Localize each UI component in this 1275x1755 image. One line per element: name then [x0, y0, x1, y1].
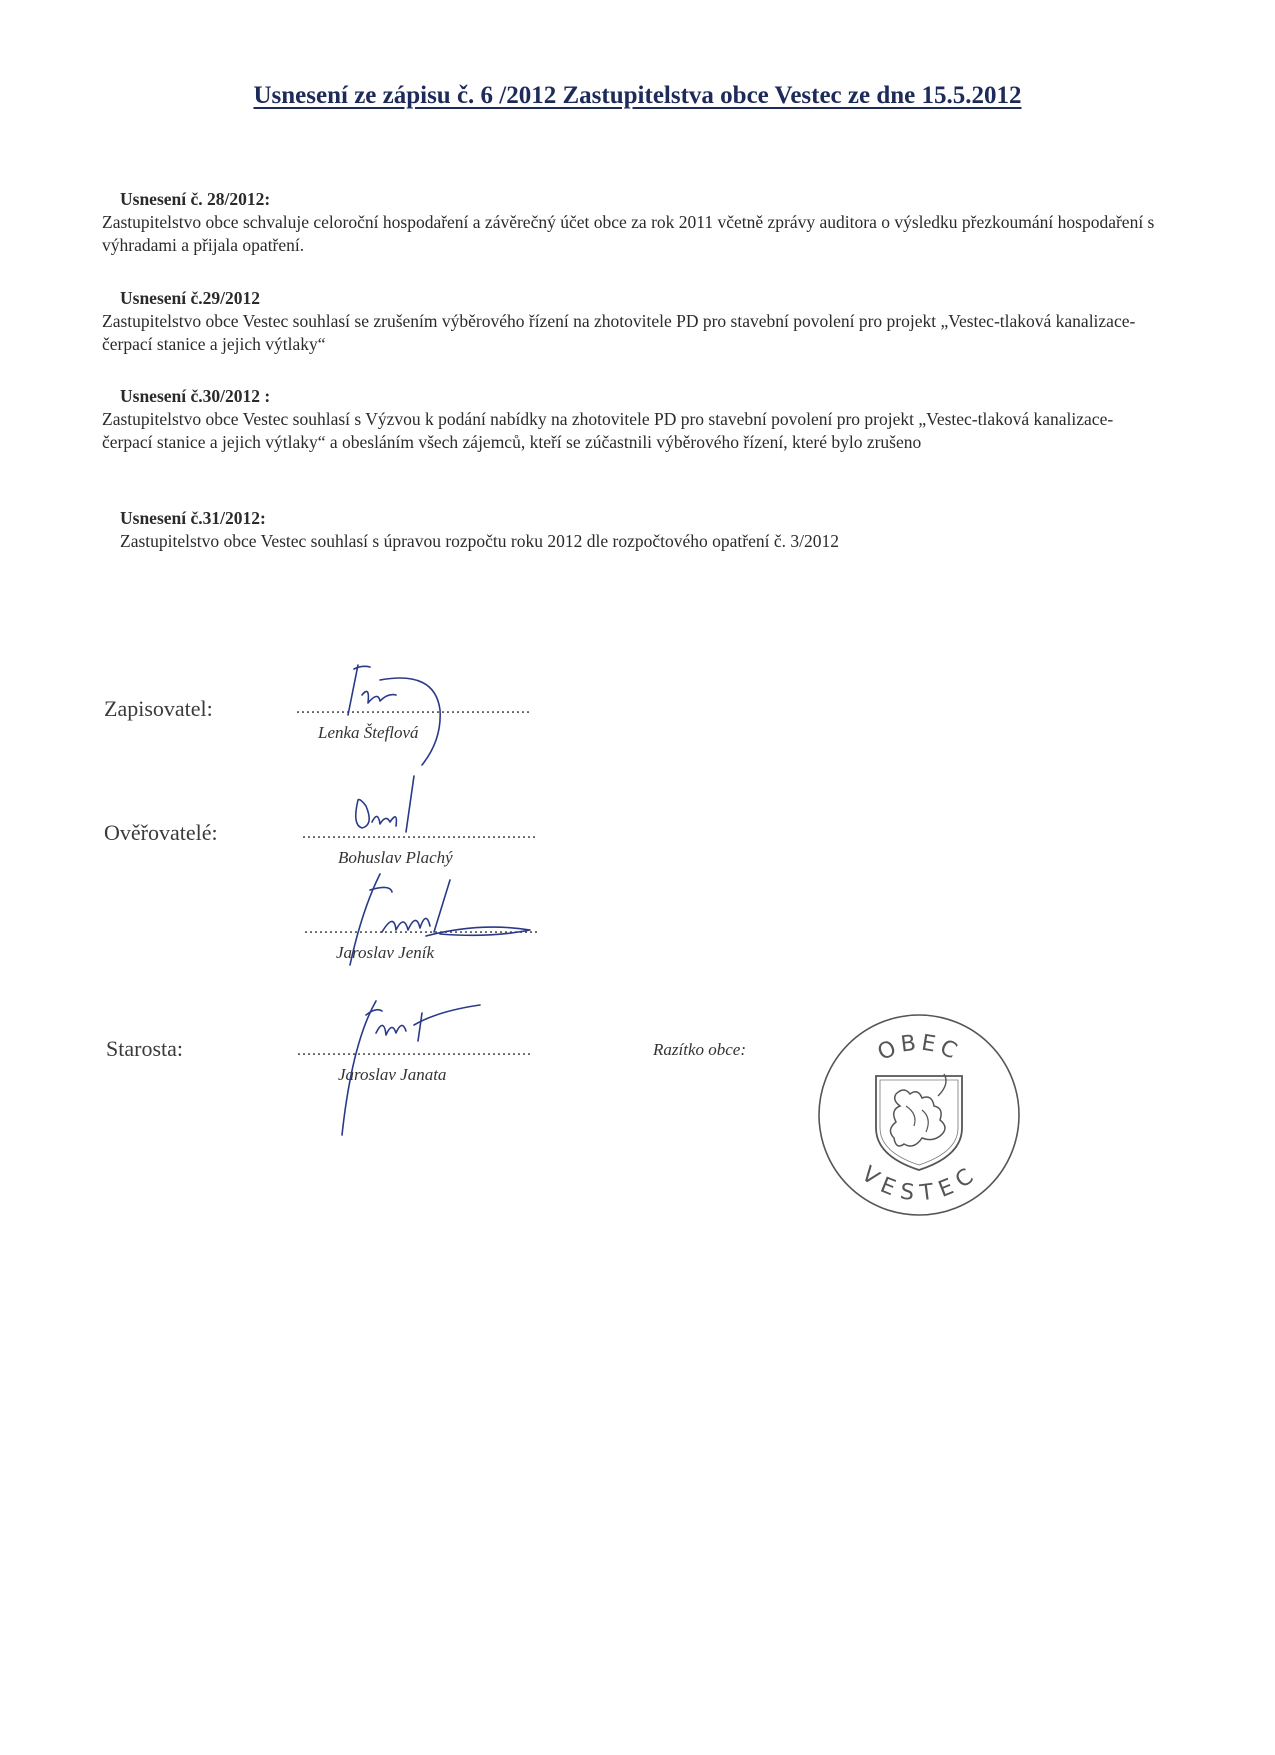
- resolution-text: Zastupitelstvo obce Vestec souhlasí se zrušením výběrového řízení na zhotovitele PD pro stavební povolení pro projekt „Vestec-tlaková kanalizace-čerpací stanice a jejich výtlaky“: [102, 311, 1136, 354]
- verifier-1-signature-line: ...............................................: [302, 825, 537, 842]
- resolution-text: Zastupitelstvo obce Vestec souhlasí s Výzvou k podání nabídky na zhotovitele PD pro stavební povolení pro projekt „Vestec-tlaková kanalizace-čerpací stanice a jejich výtlaky“ a obesláním všech zájemců, kteří se zúčastnili výběrového řízení, které bylo zrušeno: [102, 409, 1114, 452]
- recorder-signature-line: ...............................................: [296, 700, 531, 717]
- resolution-30: [102, 385, 1162, 454]
- document-title-text: Usnesení ze zápisu č. 6 /2012 Zastupitelstva obce Vestec ze dne 15.5.2012: [253, 82, 1022, 109]
- verifier-2-signature: [330, 870, 550, 970]
- resolution-heading: Usnesení č.29/2012: [120, 288, 260, 308]
- stamp-label: Razítko obce:: [653, 1040, 746, 1059]
- resolution-text: Zastupitelstvo obce Vestec souhlasí s úpravou rozpočtu roku 2012 dle rozpočtového opatření č. 3/2012: [120, 531, 839, 551]
- resolution-heading: Usnesení č.31/2012:: [120, 508, 266, 528]
- verifier-1-signature: [350, 770, 450, 850]
- svg-text:VESTEC: [856, 1162, 981, 1207]
- recorder-name: Lenka Šteflová: [318, 723, 419, 742]
- lion-icon: [876, 1074, 962, 1170]
- svg-text:OBEC: [874, 1030, 964, 1066]
- mayor-signature: [330, 995, 490, 1140]
- stamp-top-text: OBEC: [874, 1030, 965, 1067]
- stamp-bottom-text: VESTEC: [856, 1162, 982, 1207]
- mayor-signature-line: ...............................................: [297, 1042, 532, 1059]
- verifiers-label: Ověřovatelé:: [104, 820, 218, 845]
- resolution-31: [102, 507, 1162, 553]
- resolution-28: [102, 188, 1162, 257]
- resolution-text: Zastupitelstvo obce schvaluje celoroční hospodaření a závěrečný účet obce za rok 2011 včetně zprávy auditora o výsledku přezkoumání hospodaření s výhradami a přijala opatření.: [102, 212, 1155, 255]
- verifier-1-name: Bohuslav Plachý: [338, 848, 453, 867]
- resolution-29: [102, 287, 1162, 356]
- mayor-name: Jaroslav Janata: [338, 1065, 447, 1084]
- document-title: [0, 82, 1275, 110]
- recorder-signature: [340, 655, 470, 785]
- municipal-stamp: [814, 1010, 1024, 1220]
- mayor-label: Starosta:: [106, 1036, 183, 1061]
- resolution-heading: Usnesení č. 28/2012:: [120, 189, 271, 209]
- recorder-label: Zapisovatel:: [104, 696, 213, 721]
- verifier-2-signature-line: ...............................................: [304, 920, 539, 937]
- verifier-2-name: Jaroslav Jeník: [336, 943, 435, 962]
- resolution-heading: Usnesení č.30/2012 :: [120, 386, 271, 406]
